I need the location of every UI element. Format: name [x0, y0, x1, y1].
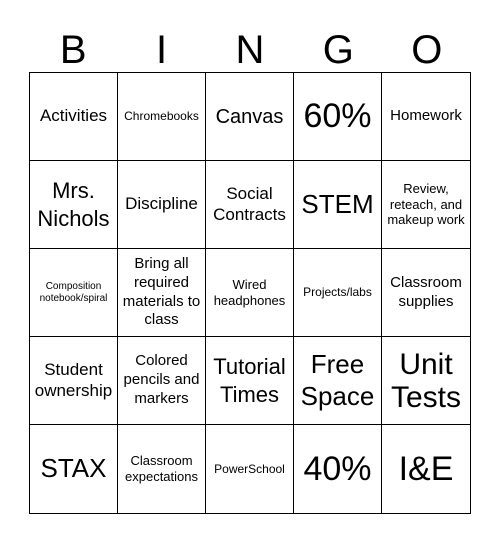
bingo-cell[interactable]: Classroom expectations — [118, 425, 206, 513]
bingo-cell[interactable]: Composition notebook/spiral — [30, 249, 118, 337]
bingo-cell[interactable]: Wired headphones — [206, 249, 294, 337]
bingo-header — [29, 22, 471, 72]
header-letter-i: I — [156, 28, 168, 72]
bingo-cell[interactable]: Tutorial Times — [206, 337, 294, 425]
bingo-cell[interactable]: Unit Tests — [382, 337, 470, 425]
bingo-cell[interactable]: Activities — [30, 73, 118, 161]
bingo-cell[interactable]: PowerSchool — [206, 425, 294, 513]
bingo-cell[interactable]: Canvas — [206, 73, 294, 161]
bingo-cell[interactable]: STAX — [30, 425, 118, 513]
bingo-board — [29, 72, 471, 514]
bingo-cell[interactable]: Bring all required materials to class — [118, 249, 206, 337]
bingo-cell[interactable]: Colored pencils and markers — [118, 337, 206, 425]
bingo-cell[interactable]: Projects/labs — [294, 249, 382, 337]
bingo-cell[interactable]: 40% — [294, 425, 382, 513]
bingo-cell[interactable]: I&E — [398, 449, 454, 488]
bingo-cell[interactable]: Discipline — [118, 161, 206, 249]
bingo-cell[interactable]: 60% — [294, 73, 382, 161]
bingo-cell[interactable]: Social Contracts — [206, 161, 294, 249]
header-letter-b: B — [59, 28, 87, 72]
free-space-cell[interactable]: Free Space — [294, 337, 382, 425]
bingo-cell[interactable]: Review, reteach, and makeup work — [382, 161, 470, 249]
bingo-cell[interactable]: Homework — [382, 73, 470, 161]
header-letter-g: G — [322, 28, 354, 72]
bingo-cell[interactable]: Student ownership — [30, 337, 118, 425]
bingo-cell[interactable]: STEM — [294, 161, 382, 249]
bingo-cell[interactable]: Classroom supplies — [382, 249, 470, 337]
bingo-cell[interactable]: Chromebooks — [118, 73, 206, 161]
bingo-cell[interactable]: Mrs. Nichols — [30, 161, 118, 249]
header-letter-o: O — [411, 28, 443, 72]
header-letter-n: N — [235, 28, 265, 72]
